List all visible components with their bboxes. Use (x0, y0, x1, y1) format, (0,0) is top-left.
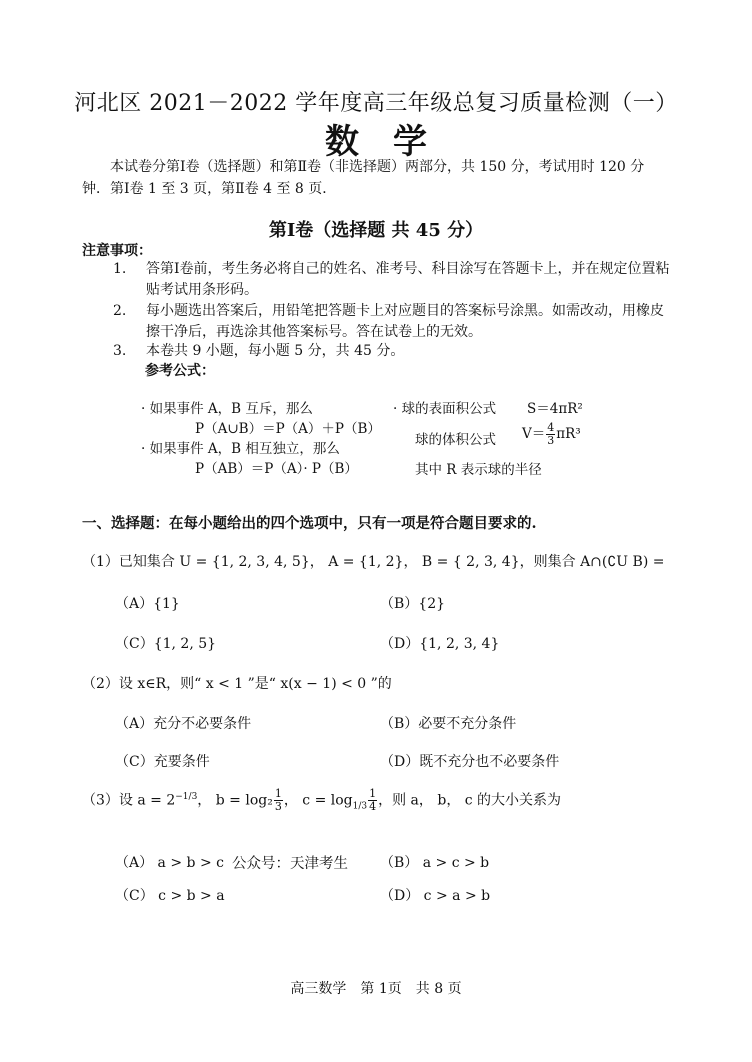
page-footer: 高三数学 第 1页 共 8 页 (290, 981, 462, 997)
formula-exclusive: · 如果事件 A，B 互斥，那么 (141, 401, 313, 417)
option-2d: （D）既不充分也不必要条件 (380, 754, 560, 770)
option-1a: （A）{1} (115, 596, 180, 612)
option-2c: （C）充要条件 (115, 754, 210, 770)
notice-number: 3. (113, 343, 127, 359)
sphere-area-label: · 球的表面积公式 (393, 401, 497, 417)
formula-union: P（A∪B）＝P（A）＋P（B） (195, 421, 381, 437)
option-3a: （A） a > b > c (115, 855, 224, 871)
option-2b: （B）必要不充分条件 (380, 716, 517, 732)
option-2a: （A）充分不必要条件 (115, 716, 252, 732)
notice-item (113, 341, 673, 362)
option-1c: （C）{1, 2, 5} (115, 636, 217, 652)
part1-title: 第Ⅰ卷（选择题 共 45 分） (268, 220, 484, 241)
subject-title: 数学 (325, 122, 461, 162)
sphere-area-formula: S＝4πR² (527, 401, 583, 417)
option-3c: （C） c > b > a (115, 888, 225, 904)
formula-product: P（AB）＝P（A）· P（B） (195, 461, 358, 477)
question-1-stem: （1）已知集合 U = {1, 2, 3, 4, 5}， A = {1, 2}， B = { 2, 3, 4}，则集合 A∩(∁U B) = (82, 554, 665, 570)
option-3b: （B） a > c > b (380, 855, 490, 871)
sphere-volume-label: 球的体积公式 (415, 432, 496, 448)
watermark-text: 公众号：天津考生 (232, 856, 348, 872)
option-1d: （D）{1, 2, 3, 4} (380, 636, 500, 652)
notice-number: 2. (113, 303, 127, 319)
notice-item (113, 259, 673, 301)
notice-text: 每小题选出答案后，用铅笔把答题卡上对应题目的答案标号涂黑。如需改动，用橡皮擦干净后，再选涂其他答案标号。答在试卷上的无效。 (146, 303, 664, 340)
sphere-volume-formula: V＝ $\frac{4}{3}$ πR³ (522, 421, 581, 447)
notice-text: 本卷共 9 小题，每小题 5 分，共 45 分。 (146, 343, 405, 359)
notice-text: 答第Ⅰ卷前，考生务必将自己的姓名、准考号、科目涂写在答题卡上，并在规定位置粘贴考试用条形码。 (146, 261, 670, 298)
exam-title: 河北区 2021－2022 学年度高三年级总复习质量检测（一） (74, 91, 678, 116)
question-2-stem: （2）设 x∈R，则“ x < 1 ”是“ x(x − 1) < 0 ”的 (82, 676, 392, 692)
formula-independent: · 如果事件 A，B 相互独立，那么 (141, 441, 340, 457)
section-heading: 一、选择题：在每小题给出的四个选项中，只有一项是符合题目要求的. (82, 515, 537, 532)
radius-note: 其中 R 表示球的半径 (415, 462, 542, 478)
option-3d: （D） c > a > b (380, 888, 491, 904)
exam-intro: 本试卷分第Ⅰ卷（选择题）和第Ⅱ卷（非选择题）两部分，共 150 分，考试用时 120 分钟．第Ⅰ卷 1 至 3 页，第Ⅱ卷 4 至 8 页． (82, 159, 645, 197)
notice-number: 1. (113, 261, 127, 277)
option-1b: （B）{2} (380, 596, 446, 612)
notice-heading: 注意事项： (82, 243, 152, 259)
question-3-stem: （3）设 $a = 2^{-1/3}$， b = log₂ $\frac{1}{3}$ ， $c = \log_{1/3}$ $\frac{1}{4}$ ，则 a， b， c 的大小关系为 (82, 787, 562, 813)
notice-item (113, 301, 673, 343)
formula-heading: 参考公式： (145, 363, 215, 379)
